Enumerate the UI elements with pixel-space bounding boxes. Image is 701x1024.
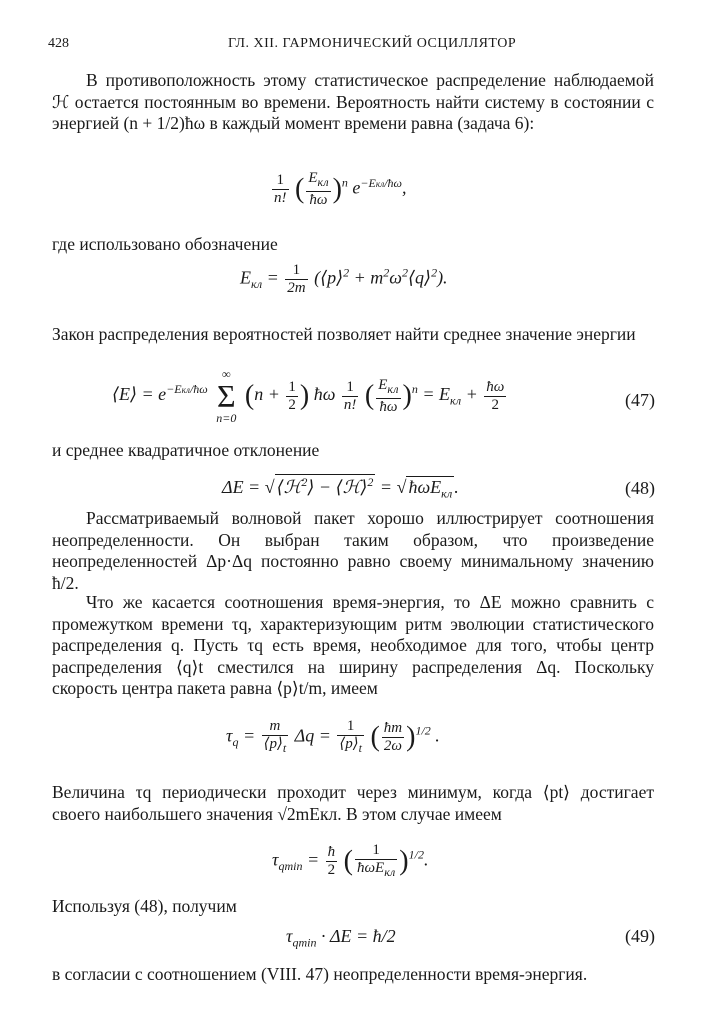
paragraph-6: Что же касается соотношения время-энергия, то ΔE можно сравнить с промежутком времени τq, характеризующим ритм эволюции статистического распределения q. Пусть τq есть время, необходимое для того, чтобы центр распределения ⟨q⟩t сместился на ширину распределения Δq. Поскольку скорость центра пакета равна ⟨p⟩t/m, имеем [52, 592, 654, 698]
page-header [48, 36, 661, 58]
equation-48-number: (48) [625, 478, 655, 498]
paragraph-4: и среднее квадратичное отклонение [52, 440, 320, 460]
paragraph-3: Закон распределения вероятностей позволяет найти среднее значение энергии [52, 324, 636, 344]
equation-tau-q: $\tau_q$ = $\frac{m}{⟨p⟩_t}$ Δq = $\frac{1}{⟨p⟩_t}$ ( $\frac{ħm}{2\omega}$ )$^{1/2}$ . [226, 718, 440, 755]
paragraph-2: где использовано обозначение [52, 234, 278, 254]
equation-47: ⟨E⟩ = $e^{-Eкл/ħ\omega}$ ∞ Σ n=0 (n + $\frac{1}{2}$ ) ħω $\frac{1}{n!}$ ( $\frac{E_{кл}}{ħ\omega}$ )$^n = E_{кл}$ + $\frac{ħ\omega}{2}$ [112, 367, 505, 425]
equation-ecl: $E_{кл}$ = $\frac{1}{2m}$ (⟨p⟩$^2$ + $m^2\omega^2⟨q⟩^2$). [240, 262, 448, 296]
paragraph-7: Величина τq периодически проходит через минимум, когда ⟨pt⟩ достигает своего наибольшего значения √2mEкл. В этом случае имеем [52, 782, 654, 824]
equation-49: $\tau_{qmin} \cdot \Delta E$ = ħ/2 [286, 926, 396, 950]
equation-47-number: (47) [625, 390, 655, 410]
equation-49-number: (49) [625, 926, 655, 946]
equation-tau-qmin: $\tau_{qmin}$ = $\frac{ħ}{2}$ ( $\frac{1}{ħ\omega E_{кл}}$ )$^{1/2}$. [272, 842, 429, 879]
running-title: ГЛ. XII. ГАРМОНИЧЕСКИЙ ОСЦИЛЛЯТОР [228, 36, 517, 51]
paragraph-1: В противоположность этому статистическое распределение наблюдаемой ℋ остается постоянным во времени. Вероятность найти систему в состоянии с энергией (n + 1/2)ħω в каждый момент времени равна (задача 6): [52, 70, 654, 133]
paragraph-8: Используя (48), получим [52, 896, 237, 916]
equation-probability: $\frac{1}{n!}$ ( $\frac{E_{кл}}{ħ\omega}$ )$^n$ $e^{-Eкл/ħ\omega}$, [274, 170, 407, 208]
paragraph-5: Рассматриваемый волновой пакет хорошо иллюстрирует соотношения неопределенности. Он выбран таким образом, что произведение неопределенностей Δp·Δq постоянно равно своему минимальному значению ħ/2. [52, 508, 654, 593]
equation-48: ΔE = √ ⟨ℋ$^2$⟩ − ⟨ℋ⟩$^2$ = √ ħωE$_{кл}$ . [222, 475, 459, 501]
paragraph-9: в согласии с соотношением (VIII. 47) неопределенности время-энергия. [52, 964, 588, 984]
page-number: 428 [48, 36, 69, 51]
